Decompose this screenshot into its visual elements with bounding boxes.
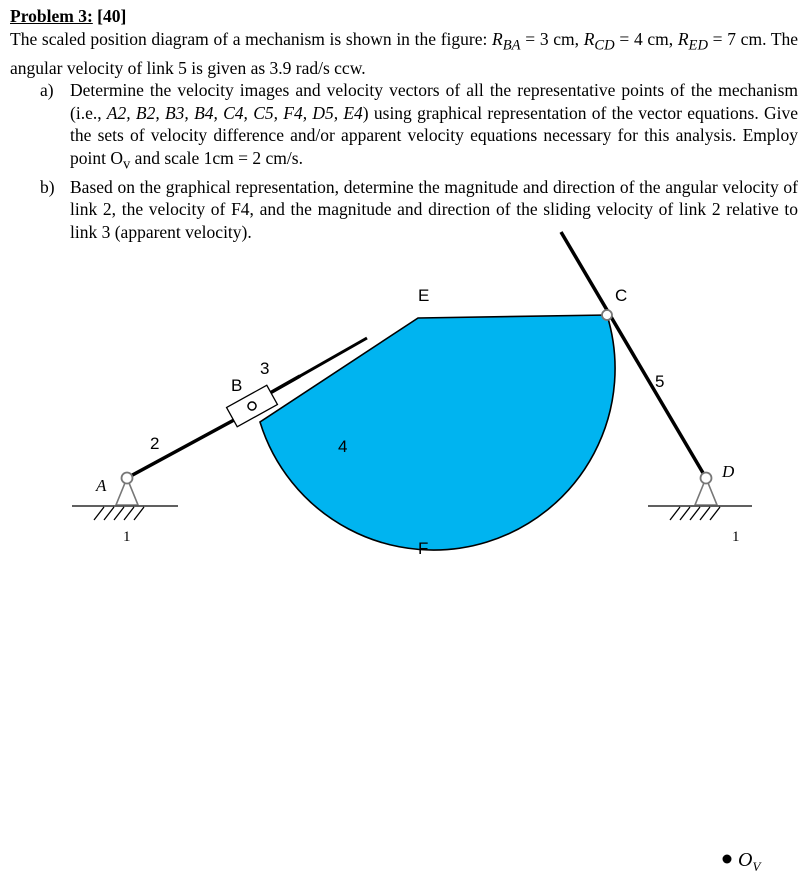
label-f: F [418,539,429,558]
problem-header [10,5,798,28]
r-ba-subscript: BA [502,37,521,53]
part-a [10,79,798,176]
label-c: C [615,286,628,305]
label-d: D [722,462,735,481]
part-b-marker: b) [40,176,55,197]
r-ba-symbol: R [492,28,503,49]
intro-text: The scaled position diagram of a mechanism is shown in the figure: [10,28,493,49]
problem-marks: [40] [97,6,127,26]
velocity-origin-dot [723,855,732,864]
label-link-2: 2 [150,434,160,453]
r-ba-value: = 3 cm, [520,28,584,49]
part-a-text-end: and scale 1cm = 2 cm/s. [130,147,303,168]
intro-paragraph [10,28,798,80]
part-a-ov-sub: v [123,156,131,172]
ground-d [648,506,752,520]
label-e: E [418,286,430,305]
label-link-4: 4 [338,437,348,456]
r-ed-value: = 7 cm. The angular velocity of link 5 is given as 3.9 rad/s ccw. [10,28,799,78]
r-cd-subscript: CD [594,37,615,53]
part-a-points: A2, B2, B3, B4, C4, C5, F4, D5, E4 [106,102,363,123]
pivot-d [695,473,717,506]
label-link-1-left: 1 [123,529,131,545]
joint-c [602,310,612,320]
part-a-marker: a) [40,80,54,100]
ground-a [72,506,178,520]
mechanism-figure [0,225,811,882]
r-cd-symbol: R [583,28,595,49]
part-b-text: Based on the graphical representation, determine the magnitude and direction of the angular velocity of link 2, the velocity of F4, and the magnitude and direction of the sliding velocity of link 2 relative to link 3 (apparent velocity). [70,176,798,242]
r-ed-subscript: ED [688,37,708,53]
problem-statement [10,5,798,243]
link-2-rod-upper [270,376,300,393]
label-link-1-right: 1 [732,529,740,545]
link-4-body [260,315,615,550]
link-2-rod [127,420,234,478]
velocity-origin-label: $O_V$ [738,849,761,874]
problem-title: Problem 3: [10,6,93,26]
label-a: A [96,476,107,495]
label-link-5: 5 [655,372,665,391]
r-ed-symbol: R [677,28,689,49]
pivot-a [116,473,138,506]
r-cd-value: = 4 cm, [614,28,678,49]
label-b: B [231,376,243,395]
part-a-text: Determine the velocity images and velocity vectors of all the representative points of the mechanism (i.e., [70,80,798,123]
part-a-text-cont: ) using graphical representation of the vector equations. Give the sets of velocity difference and/or apparent velocity equations necessary for this analysis. Employ point O [70,102,798,168]
label-link-3: 3 [260,359,270,378]
question-parts [10,79,798,243]
